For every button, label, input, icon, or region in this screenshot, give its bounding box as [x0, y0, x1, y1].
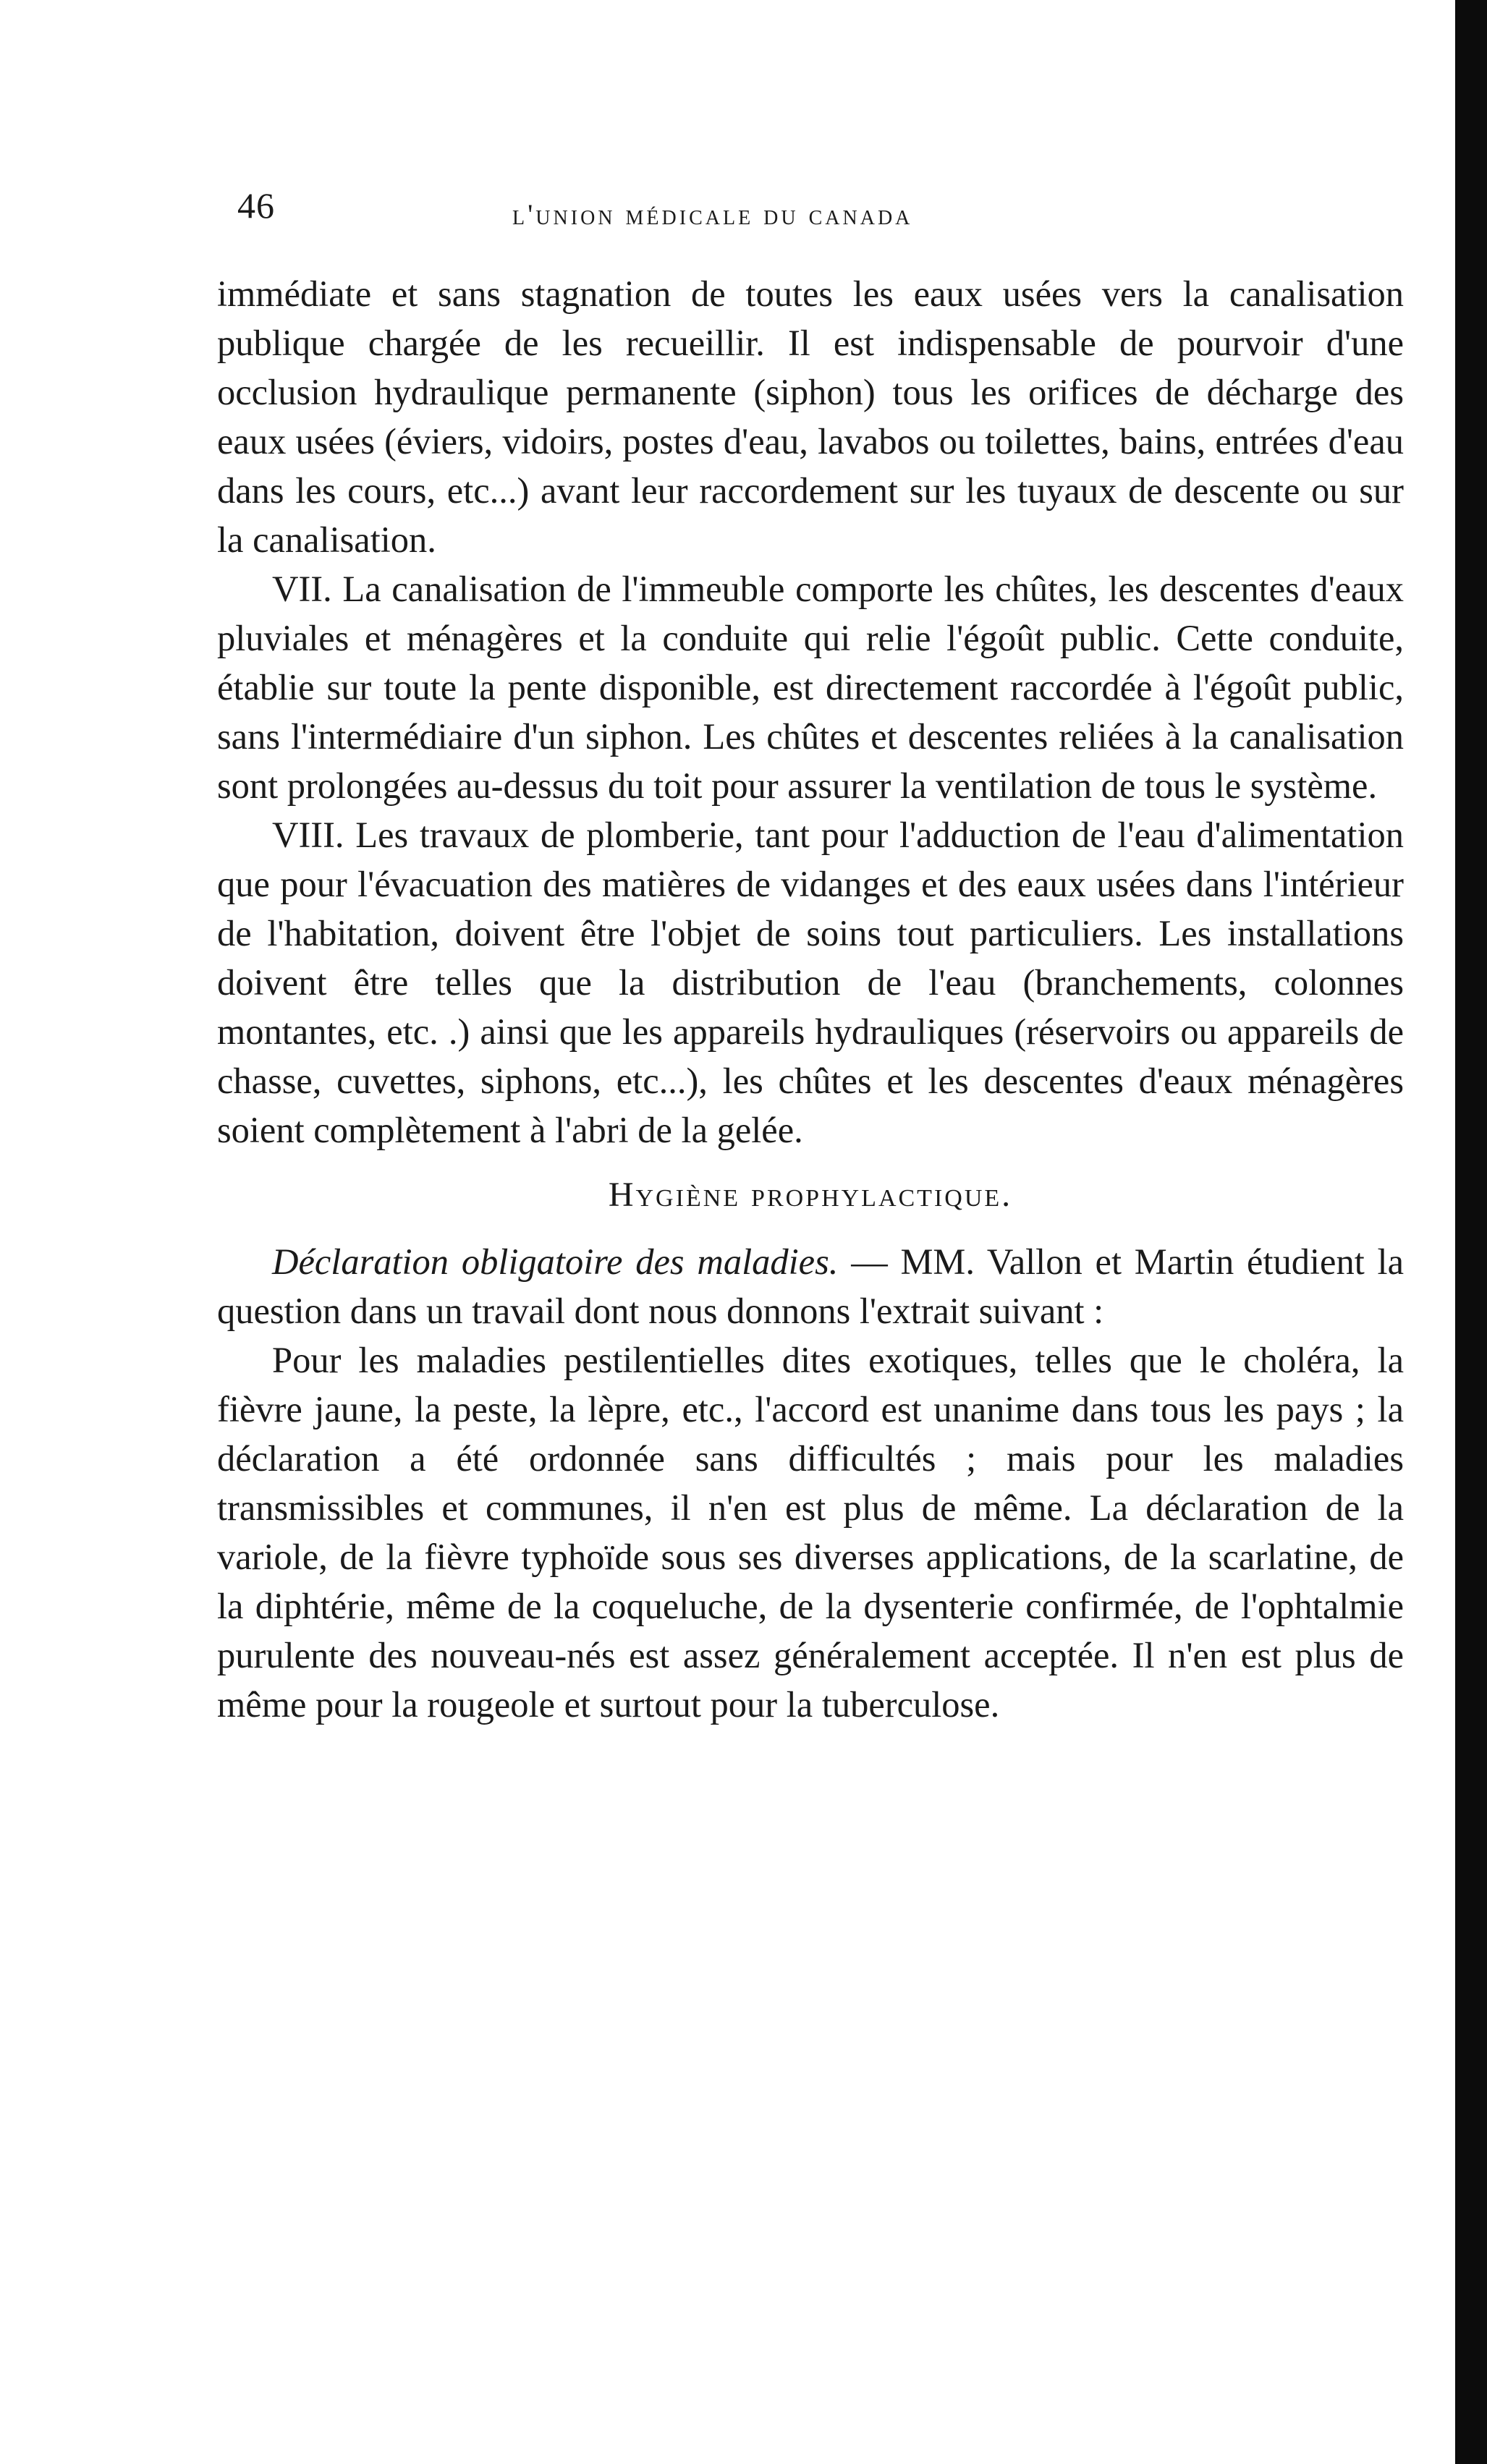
page-number: 46 — [237, 185, 275, 226]
declaration-title: Déclaration obligatoire des maladies. — [272, 1241, 839, 1282]
paragraph-vii: VII. La canalisation de l'immeuble comporte les chûtes, les descentes d'eaux pluviales et ménagères et la conduite qui relie l'égoût public. Cette conduite, établie sur toute la pente disponible, est directement raccordée à l'égoût public, sans l'intermédiaire d'un siphon. Les chûtes et descentes reliées à la canalisation sont prolongées au-dessus du toit pour assurer la ventilation de tous le système. — [217, 569, 1404, 806]
body-text — [217, 269, 1404, 1729]
page-header — [237, 184, 1402, 250]
paragraph-declaration — [217, 1237, 1404, 1335]
paragraph-continuation: immédiate et sans stagnation de toutes les eaux usées vers la canalisation publique chargée de les recueillir. Il est indispensable de pourvoir d'une occlusion hydraulique permanente (siphon) tous les orifices de décharge des eaux usées (éviers, vidoirs, postes d'eau, lavabos ou toilettes, bains, entrées d'eau dans les cours, etc...) avant leur raccordement sur les tuyaux de descente ou sur la canalisation. — [217, 273, 1404, 560]
declaration-text: — MM. Vallon et Martin étudient la question dans un travail dont nous donnons l'extrait suivant : — [217, 1241, 1404, 1331]
paragraph-viii: VIII. Les travaux de plomberie, tant pour l'adduction de l'eau d'alimentation que pour l'évacuation des matières de vidanges et des eaux usées dans l'intérieur de l'habitation, doivent être l'objet de soins tout particuliers. Les installations doivent être telles que la distribution de l'eau (branchements, colonnes montantes, etc. .) ainsi que les appareils hydrauliques (réservoirs ou appareils de chasse, cuvettes, siphons, etc...), les chûtes et les descentes d'eaux ménagères soient complètement à l'abri de la gelée. — [217, 815, 1404, 1150]
section-heading: Hygiène prophylactique. — [608, 1176, 1013, 1214]
scan-edge-shadow — [1455, 0, 1487, 2464]
running-title: l'union médicale du canada — [512, 198, 913, 231]
paragraph-diseases: Pour les maladies pestilentielles dites exotiques, telles que le choléra, la fièvre jaune, la peste, la lèpre, etc., l'accord est unanime dans tous les pays ; la déclaration a été ordonnée sans difficultés ; mais pour les maladies transmissibles et communes, il n'en est plus de même. La déclaration de la variole, de la fièvre typhoïde sous ses diverses applications, de la scarlatine, de la diphtérie, même de la coqueluche, de la dysenterie confirmée, de l'ophtalmie purulente des nouveau-nés est assez généralement acceptée. Il n'en est plus de même pour la rougeole et surtout pour la tuberculose. — [217, 1340, 1404, 1725]
